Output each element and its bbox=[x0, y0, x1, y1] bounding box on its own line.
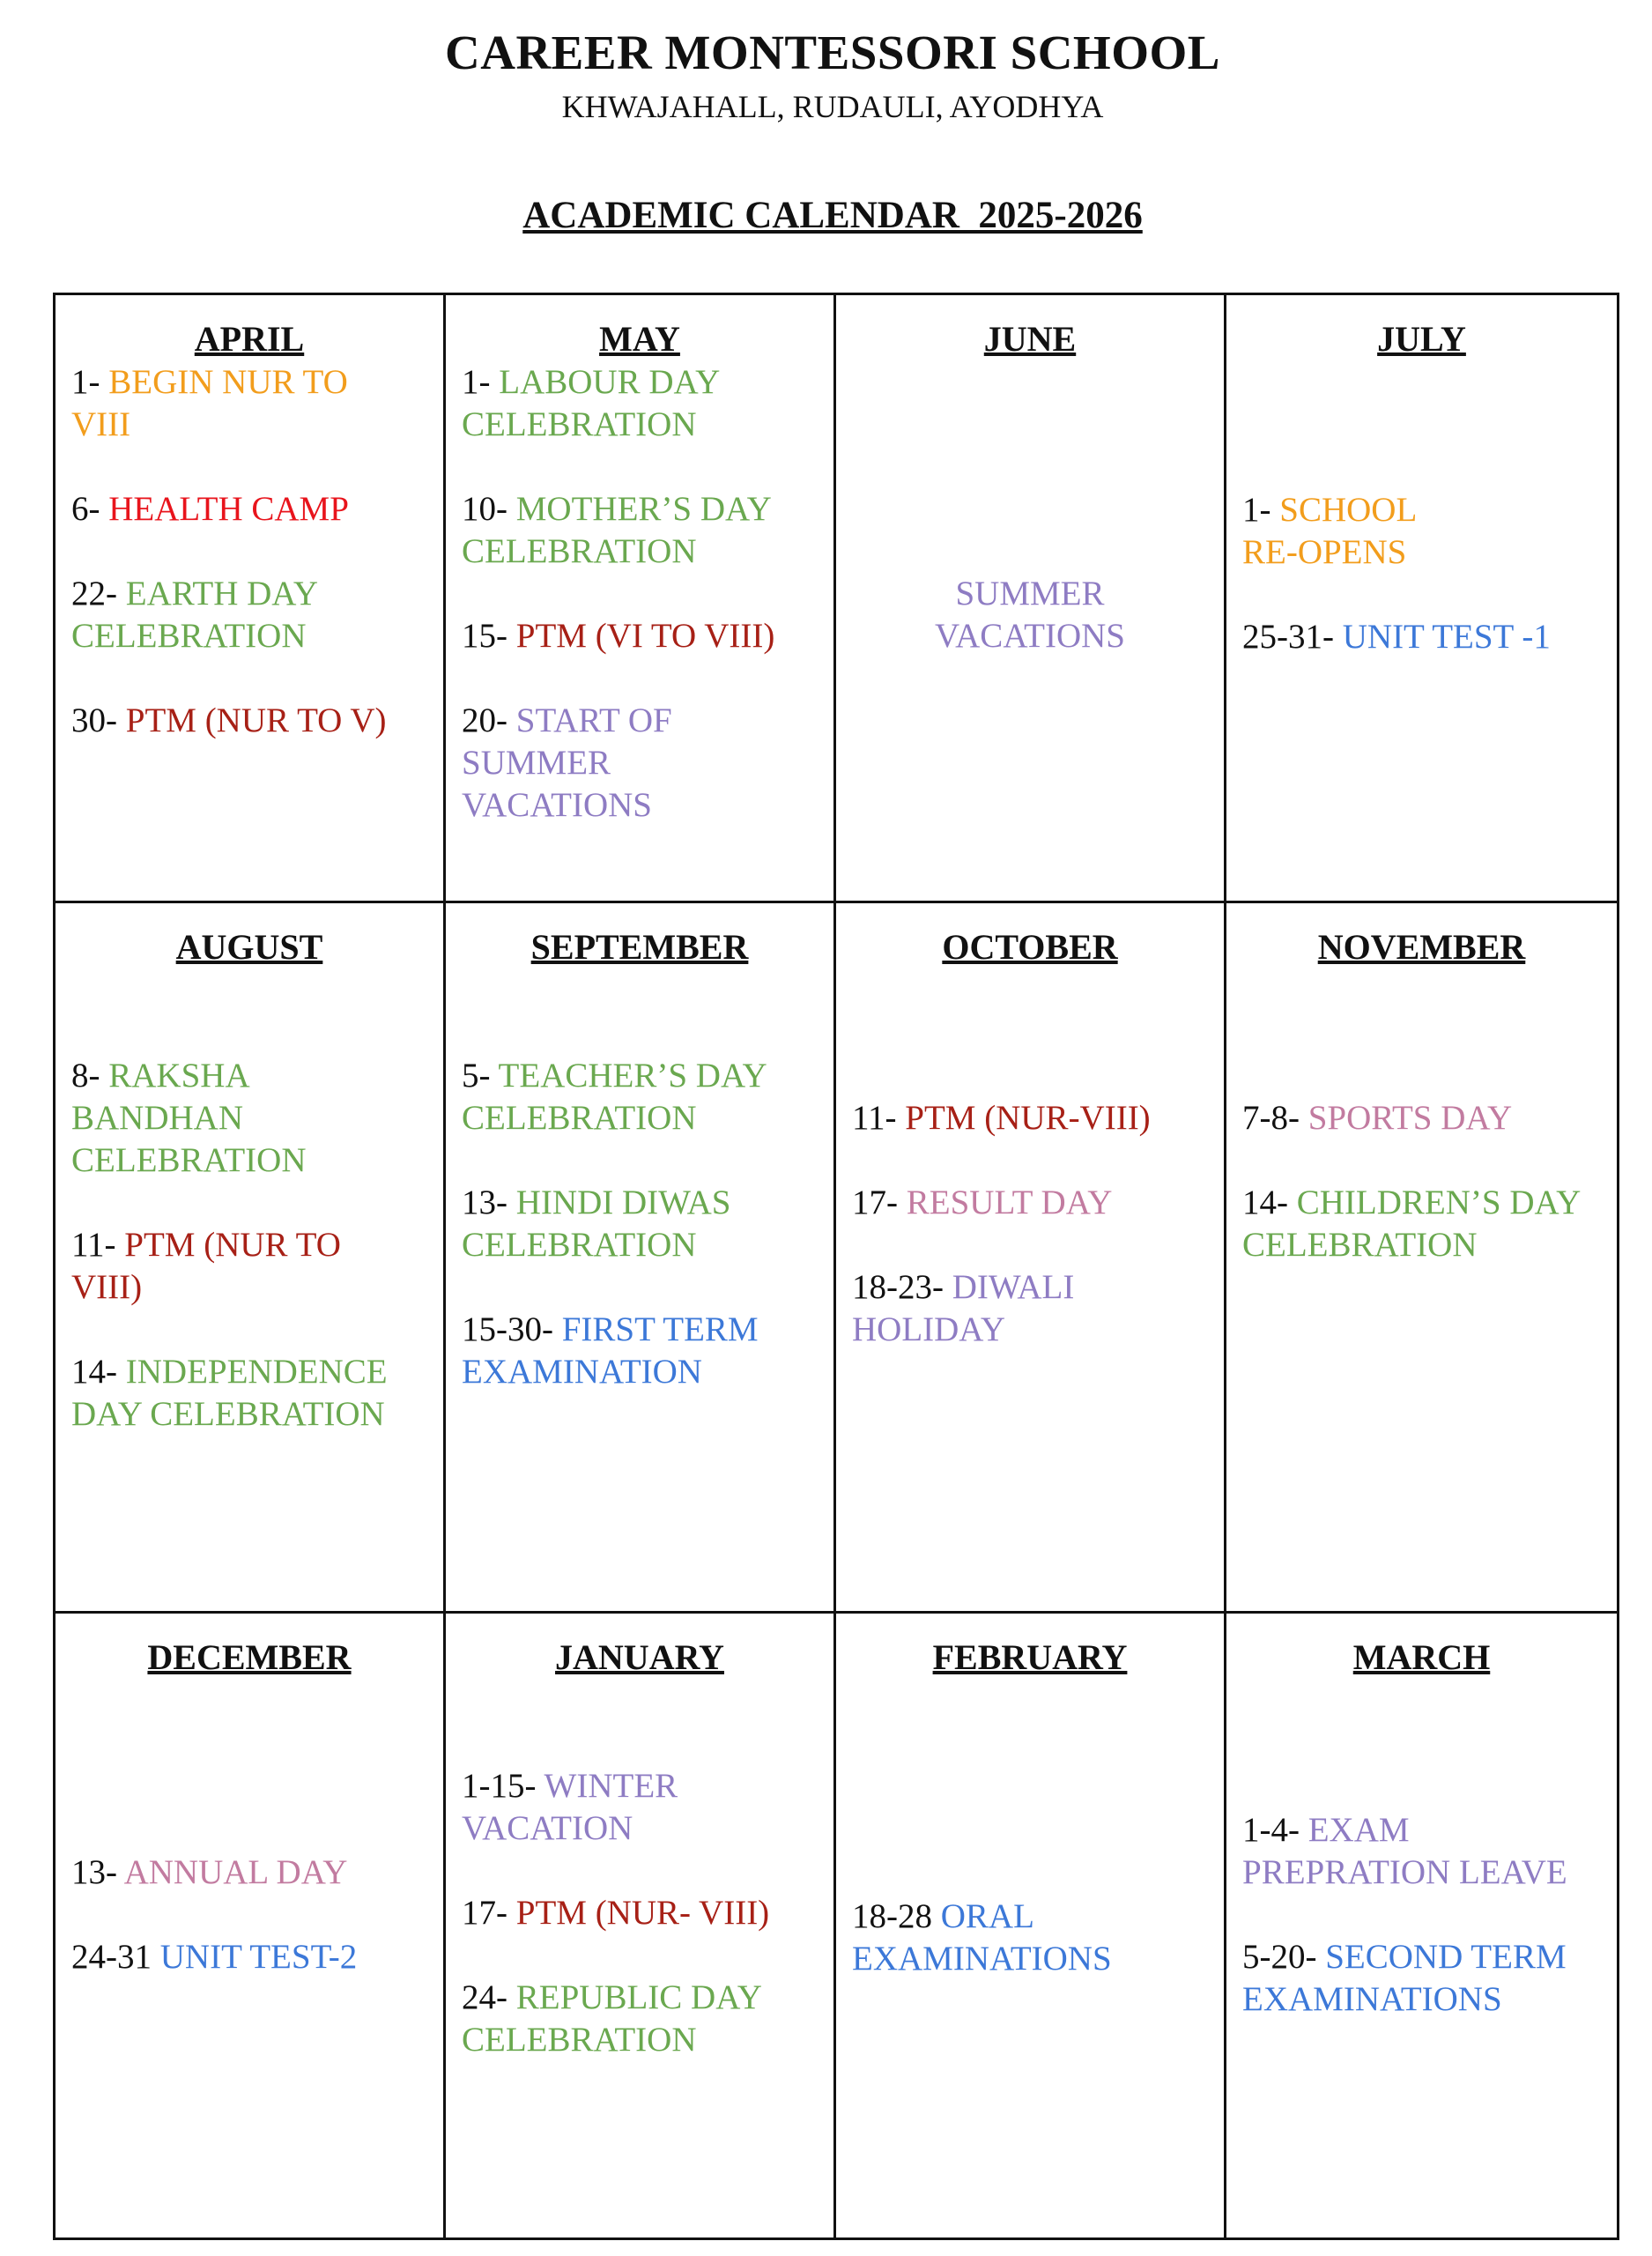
event-list bbox=[915, 573, 1145, 657]
event-item: 5- TEACHER’S DAY CELEBRATION bbox=[462, 1057, 767, 1137]
event-item: 14- CHILDREN’S DAY CELEBRATION bbox=[1242, 1184, 1580, 1264]
month-cell-september bbox=[446, 903, 836, 1614]
month-cell-august bbox=[56, 903, 446, 1614]
month-name: JANUARY bbox=[555, 1637, 724, 1677]
month-cell-november bbox=[1226, 903, 1617, 1614]
event-item: 13- HINDI DIWAS CELEBRATION bbox=[462, 1184, 731, 1264]
school-name: CAREER MONTESSORI SCHOOL bbox=[445, 26, 1220, 79]
event-item: SUMMER VACATIONS bbox=[935, 575, 1125, 655]
event-item: 17- RESULT DAY bbox=[852, 1184, 1113, 1221]
event-item: 17- PTM (NUR- VIII) bbox=[462, 1894, 770, 1932]
month-name: JULY bbox=[1377, 319, 1466, 359]
event-item: 10- MOTHER’S DAY CELEBRATION bbox=[462, 490, 771, 570]
calendar-grid bbox=[53, 293, 1619, 2240]
month-cell-january bbox=[446, 1614, 836, 2237]
event-list bbox=[852, 1896, 1213, 1980]
month-cell-october bbox=[836, 903, 1226, 1614]
month-cell-march bbox=[1226, 1614, 1617, 2237]
event-list bbox=[71, 1055, 433, 1436]
event-item: 1-15- WINTER VACATION bbox=[462, 1767, 678, 1847]
event-list bbox=[71, 1852, 433, 1978]
calendar-title: ACADEMIC CALENDAR 2025-2026 bbox=[522, 195, 1143, 236]
month-name: MARCH bbox=[1352, 1637, 1491, 1677]
event-item: 6- HEALTH CAMP bbox=[71, 490, 349, 528]
event-list bbox=[1242, 1809, 1606, 2021]
month-cell-may bbox=[446, 295, 836, 903]
event-item: 1-4- EXAM PREPRATION LEAVE bbox=[1242, 1811, 1567, 1891]
event-list bbox=[852, 1097, 1213, 1351]
event-list bbox=[1242, 489, 1606, 658]
month-cell-june bbox=[836, 295, 1226, 903]
event-item: 30- PTM (NUR TO V) bbox=[71, 701, 387, 739]
month-cell-february bbox=[836, 1614, 1226, 2237]
month-name: APRIL bbox=[194, 319, 305, 359]
month-name: NOVEMBER bbox=[1317, 927, 1526, 967]
event-item: 1- BEGIN NUR TO VIII bbox=[71, 363, 348, 443]
event-item: 7-8- SPORTS DAY bbox=[1242, 1099, 1513, 1137]
event-item: 18-23- DIWALI HOLIDAY bbox=[852, 1268, 1075, 1348]
event-item: 1- SCHOOL RE-OPENS bbox=[1242, 491, 1416, 571]
event-list bbox=[462, 361, 823, 827]
event-item: 22- EARTH DAY CELEBRATION bbox=[71, 575, 317, 655]
month-name: FEBRUARY bbox=[932, 1637, 1128, 1677]
event-item: 14- INDEPENDENCE DAY CELEBRATION bbox=[71, 1353, 388, 1433]
event-item: 24-31 UNIT TEST-2 bbox=[71, 1938, 358, 1976]
school-address: KHWAJAHALL, RUDAULI, AYODHYA bbox=[561, 89, 1104, 124]
event-item: 15-30- FIRST TERM EXAMINATION bbox=[462, 1310, 759, 1391]
event-list bbox=[71, 361, 433, 742]
event-item: 18-28 ORAL EXAMINATIONS bbox=[852, 1897, 1112, 1978]
event-item: 5-20- SECOND TERM EXAMINATIONS bbox=[1242, 1938, 1567, 2018]
event-item: 20- START OF SUMMER VACATIONS bbox=[462, 701, 672, 824]
event-item: 11- PTM (NUR-VIII) bbox=[852, 1099, 1151, 1137]
month-name: OCTOBER bbox=[942, 927, 1118, 967]
month-name: AUGUST bbox=[175, 927, 323, 967]
event-item: 1- LABOUR DAY CELEBRATION bbox=[462, 363, 719, 443]
month-cell-december bbox=[56, 1614, 446, 2237]
event-item: 13- ANNUAL DAY bbox=[71, 1853, 348, 1891]
event-list bbox=[462, 1765, 823, 2061]
month-name: DECEMBER bbox=[147, 1637, 352, 1677]
month-name: MAY bbox=[599, 319, 680, 359]
event-item: 25-31- UNIT TEST -1 bbox=[1242, 618, 1551, 656]
month-cell-april bbox=[56, 295, 446, 903]
month-cell-july bbox=[1226, 295, 1617, 903]
event-item: 11- PTM (NUR TO VIII) bbox=[71, 1226, 341, 1306]
event-item: 15- PTM (VI TO VIII) bbox=[462, 617, 775, 655]
event-list bbox=[1242, 1097, 1606, 1266]
event-item: 24- REPUBLIC DAY CELEBRATION bbox=[462, 1978, 761, 2059]
month-name: SEPTEMBER bbox=[530, 927, 749, 967]
event-item: 8- RAKSHA BANDHAN CELEBRATION bbox=[71, 1057, 307, 1179]
event-list bbox=[462, 1055, 823, 1393]
month-name: JUNE bbox=[983, 319, 1077, 359]
